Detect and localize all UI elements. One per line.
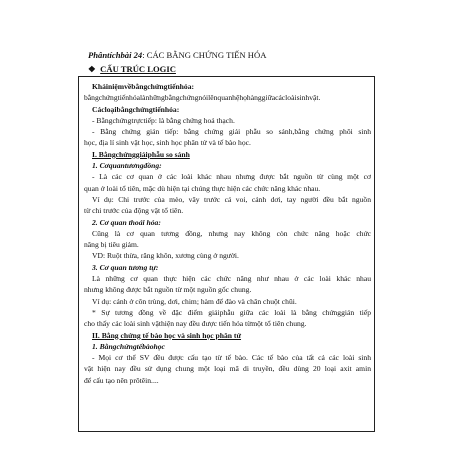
text-line-l19: nhưng không được bắt nguồn từ một nguồn gốc chung. bbox=[84, 285, 252, 295]
text-line-l21: * Sự tương đồng về đặc điểm giảiphẫu giữa các loài là bằng chứnggián tiếp bbox=[92, 307, 371, 317]
text-line-l10: quan ở loài tổ tiên, mặc dù hiện tại chúng thực hiện các chức năng khác nhau. bbox=[84, 183, 321, 193]
text-line-l5: - Bằng chứng gián tiếp: bằng chứng giải phẫu so sánh,bằng chứng phôi sinh bbox=[92, 127, 371, 137]
diamond-bullet-icon: ❖ bbox=[88, 64, 96, 74]
text-line-l9: - Là các cơ quan ở các loài khác nhau nhưng được bắt nguồn từ cùng một cơ bbox=[92, 172, 371, 182]
text-line-l12: từ chi trước của động vật tổ tiên. bbox=[84, 206, 184, 216]
text-line-l24: 1. Bằngchứngtếbàohọc bbox=[92, 341, 165, 351]
text-line-l14: Cũng là cơ quan tương đồng, nhưng nay không còn chức năng hoặc chức bbox=[92, 228, 371, 238]
text-line-l23: II. Bằng chứng tế bào học và sinh học phân tử bbox=[92, 330, 242, 340]
text-line-l26: vật hiện nay đều sử dụng chung một loại mã di truyền, đều dùng 20 loại axit amin bbox=[84, 364, 371, 374]
text-line-l16: VD: Ruột thừa, răng khôn, xương cùng ở người. bbox=[92, 251, 239, 261]
section-heading bbox=[88, 64, 176, 75]
text-line-l22: cho thấy các loài sinh vậthiện nay đều được tiến hóa từmột tổ tiên chung. bbox=[84, 319, 307, 329]
text-line-l3: Cácloạibằngchứngtiếnhóa: bbox=[92, 104, 180, 114]
section-heading-text: CẤU TRÚC LOGIC bbox=[100, 64, 176, 74]
text-line-l13: 2. Cơ quan thoái hóa: bbox=[92, 217, 161, 227]
text-line-l27: để cấu tạo nên prôtêin.... bbox=[84, 375, 159, 385]
text-line-l17: 3. Cơ quan tương tự: bbox=[92, 262, 159, 272]
text-line-l11: Ví dụ: Chi trước của mèo, vây trước cá voi, cánh dơi, tay người đều bắt nguồn bbox=[92, 194, 371, 204]
text-line-l15: năng bị tiêu giảm. bbox=[84, 240, 139, 250]
text-line-l8: 1. Cơquantươngđồng: bbox=[92, 161, 162, 171]
lesson-title bbox=[88, 50, 266, 60]
lesson-title-lead: Phântíchbài 24 bbox=[88, 50, 143, 60]
text-line-l20: Ví dụ: cánh ở côn trùng, dơi, chim; hàm để đào và chân chuột chũi. bbox=[92, 296, 297, 306]
text-line-l18: Là những cơ quan thực hiện các chức năng như nhau ở các loài khác nhau bbox=[92, 274, 371, 284]
text-line-l6: học, địa lí sinh vật học, sinh học phân tử và tế bào học. bbox=[84, 138, 251, 148]
text-line-l7: I. Bằngchứnggiảiphẫu so sánh bbox=[92, 149, 190, 159]
text-line-l4: - Bằngchứngtrựctiếp: là bằng chứng hoá thạch. bbox=[92, 115, 235, 125]
text-line-l2: bằngchứngtiếnhóalànhữngbằngchứngnóilênquanhệhọhànggiữacácloàisinhvật. bbox=[84, 93, 321, 103]
content-body bbox=[84, 81, 371, 386]
lesson-title-rest: : CÁC BẰNG CHỨNG TIẾN HÓA bbox=[142, 50, 267, 60]
text-line-l1: Kháiniệmvềbằngchứngtiếnhóa: bbox=[92, 82, 195, 91]
text-line-l25: - Mọi cơ thể SV đều được cấu tạo từ tế bào. Các tế bào của tất cả các loài sinh bbox=[92, 353, 371, 363]
